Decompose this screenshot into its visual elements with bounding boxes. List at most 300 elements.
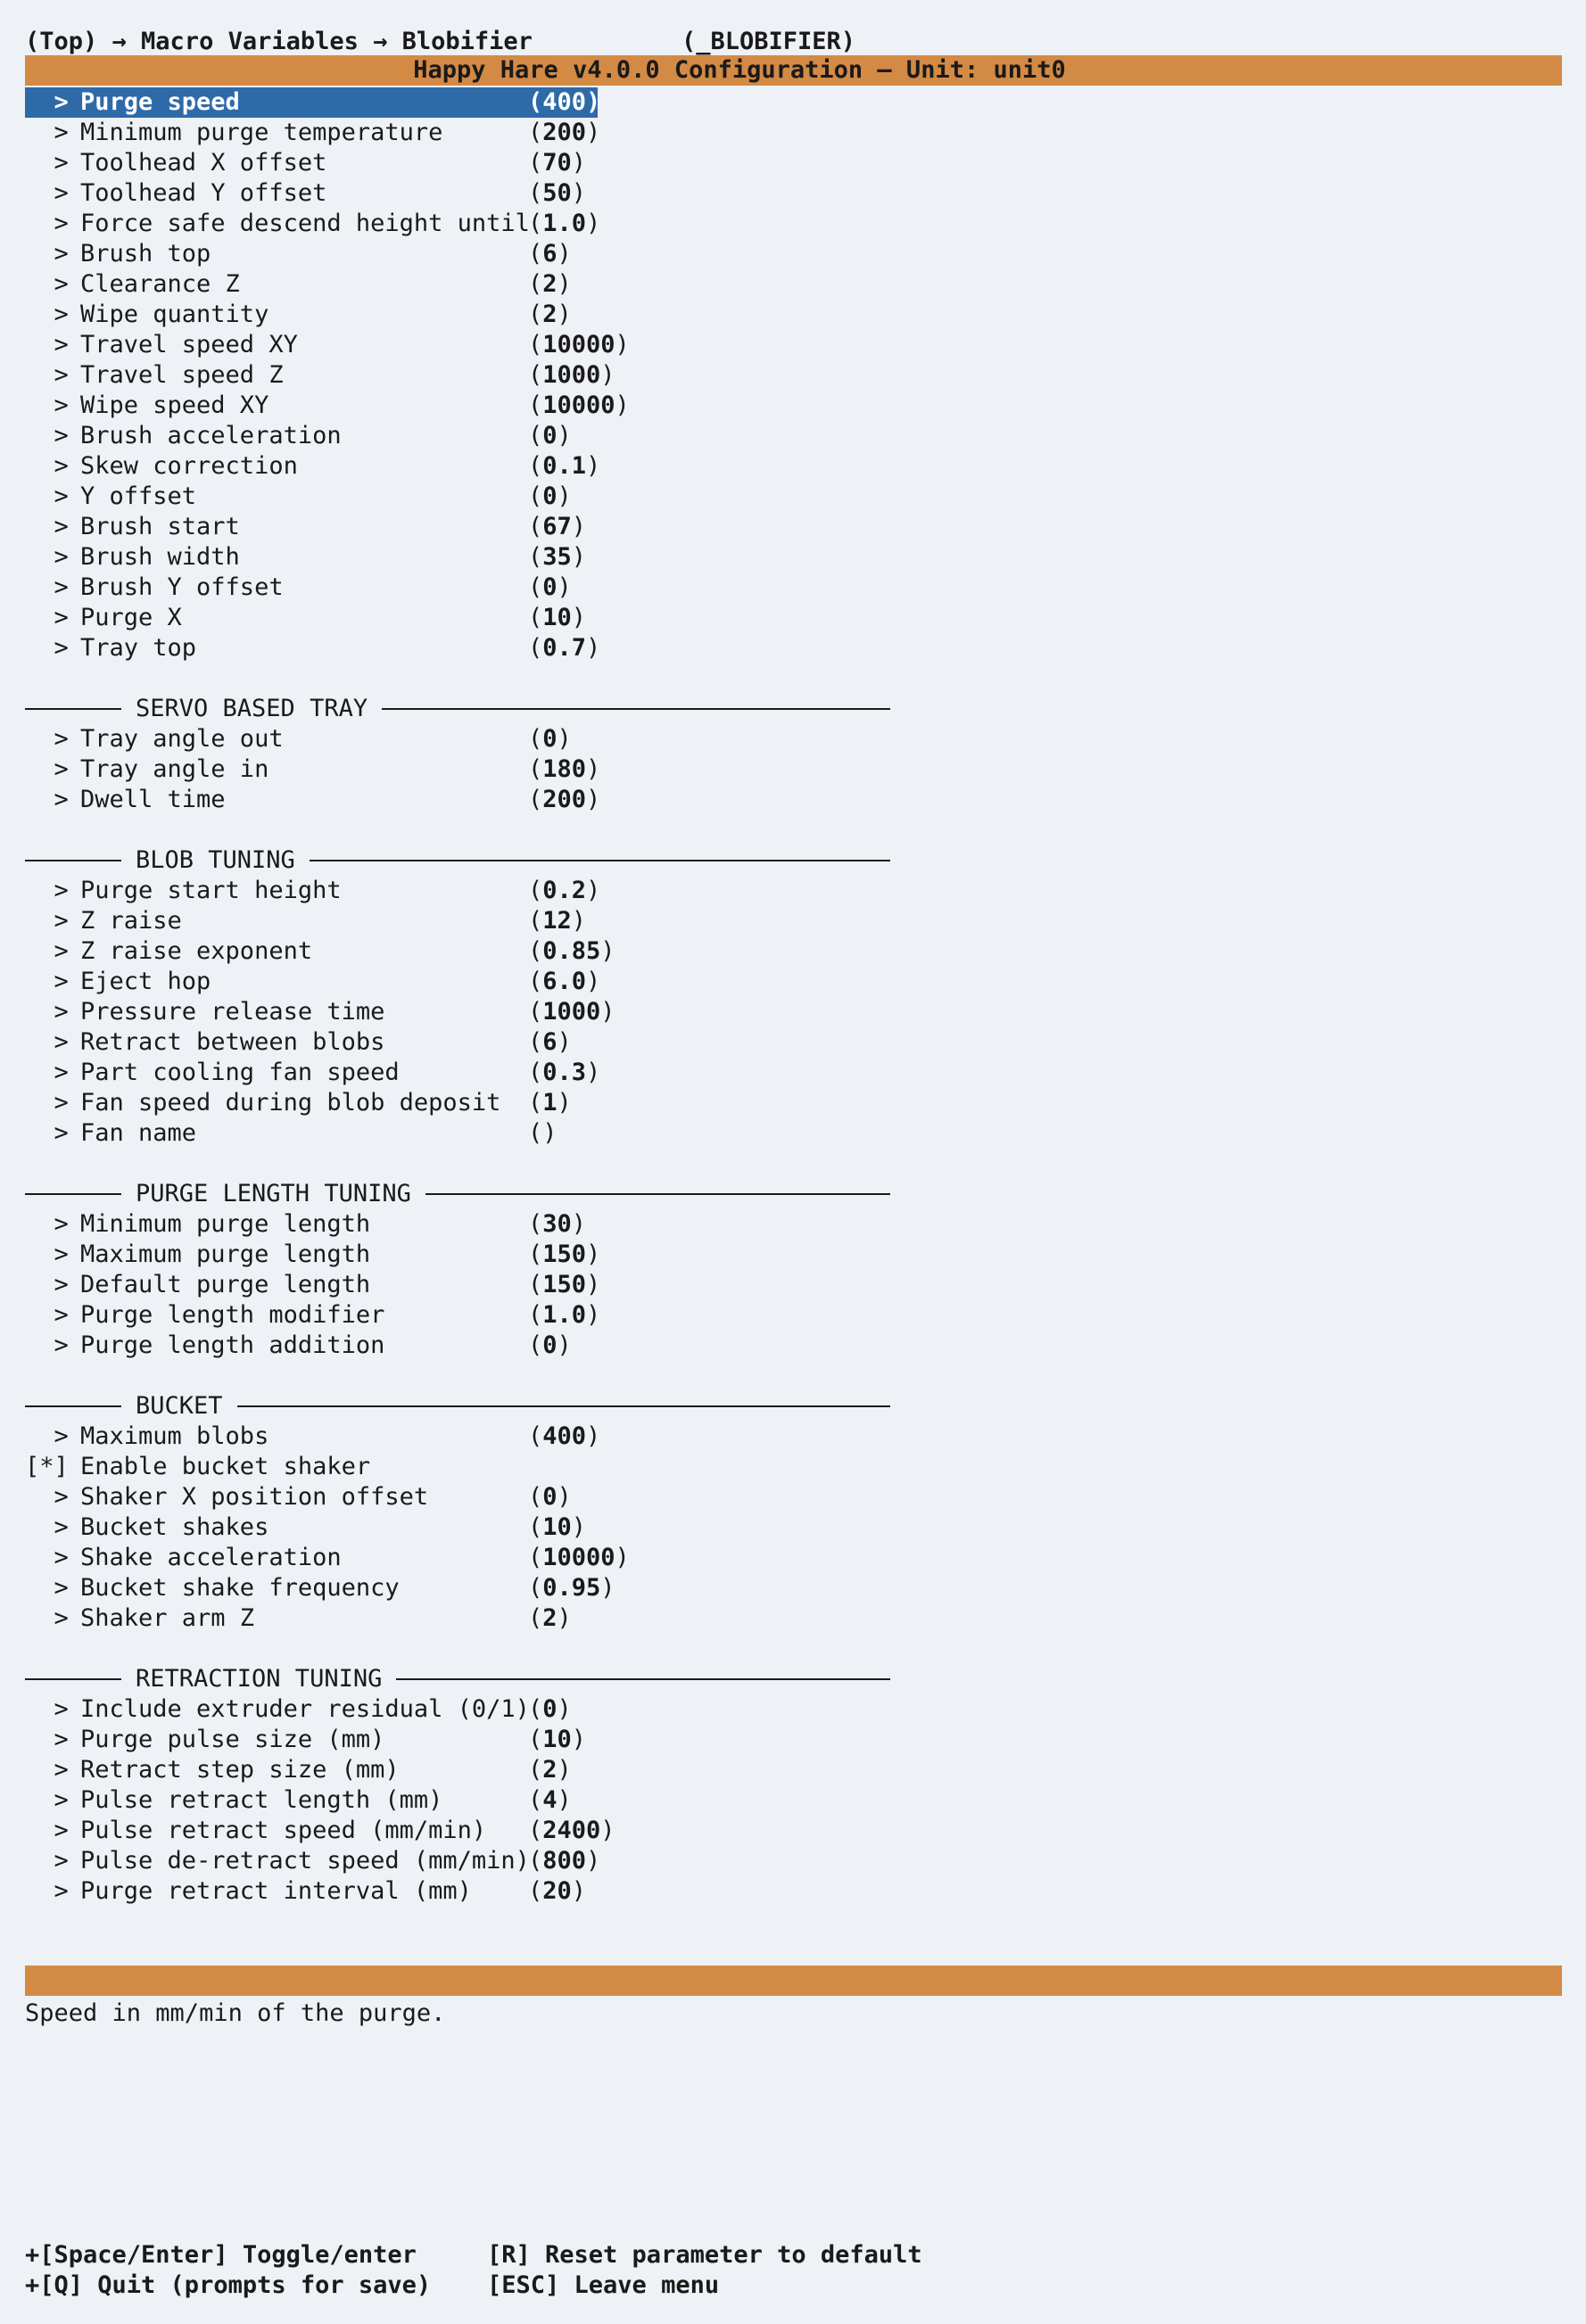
menu-item[interactable] bbox=[25, 300, 572, 330]
menu-item-value bbox=[528, 1209, 586, 1240]
value-text: 1000 bbox=[542, 998, 601, 1026]
paren-open: ( bbox=[528, 1847, 543, 1875]
paren-open: ( bbox=[528, 573, 543, 601]
paren-close: ) bbox=[557, 270, 572, 298]
menu-item-value bbox=[528, 936, 615, 967]
menu-item[interactable] bbox=[25, 391, 630, 421]
divider bbox=[25, 1193, 121, 1195]
paren-close: ) bbox=[586, 1301, 601, 1329]
paren-open: ( bbox=[528, 907, 543, 935]
menu-item[interactable] bbox=[25, 906, 587, 936]
paren-close: ) bbox=[571, 1726, 587, 1753]
chevron-right-icon: > bbox=[25, 937, 84, 965]
paren-close: ) bbox=[600, 937, 615, 965]
help-text: Speed in mm/min of the purge. bbox=[25, 1999, 446, 2027]
menu-item-label: Include extruder residual (0/1) bbox=[80, 1695, 530, 1723]
paren-close: ) bbox=[615, 391, 630, 419]
menu-item[interactable] bbox=[25, 1300, 601, 1331]
menu-item-value bbox=[528, 1088, 572, 1118]
menu-item-label: Purge X bbox=[80, 604, 182, 631]
value-text: 67 bbox=[542, 513, 572, 540]
value-text: 35 bbox=[542, 543, 572, 571]
paren-close: ) bbox=[571, 543, 587, 571]
menu-item-label: Force safe descend height until bbox=[80, 210, 530, 237]
divider bbox=[25, 1405, 121, 1407]
chevron-right-icon: > bbox=[25, 331, 84, 358]
chevron-right-icon: > bbox=[25, 1695, 84, 1723]
paren-open: ( bbox=[528, 937, 543, 965]
value-text: 2 bbox=[542, 270, 558, 298]
menu-item[interactable] bbox=[25, 1512, 587, 1543]
menu-item-label: Brush start bbox=[80, 513, 240, 540]
menu-item-value bbox=[528, 1027, 572, 1058]
section-header bbox=[25, 1664, 890, 1694]
value-text: 0 bbox=[542, 482, 558, 510]
menu-item-value bbox=[528, 906, 586, 936]
paren-open: ( bbox=[528, 877, 543, 904]
chevron-right-icon: > bbox=[25, 1513, 84, 1541]
paren-close: ) bbox=[557, 725, 572, 753]
paren-open: ( bbox=[528, 968, 543, 995]
menu-item-label: Shake acceleration bbox=[80, 1544, 342, 1571]
menu-item-value bbox=[528, 967, 600, 997]
paren-close: ) bbox=[600, 1574, 615, 1602]
chevron-right-icon: > bbox=[25, 755, 84, 783]
paren-open: ( bbox=[528, 1210, 543, 1238]
status-bar bbox=[25, 1966, 1562, 1996]
menu-item-label: Dwell time bbox=[80, 786, 226, 813]
chevron-right-icon: > bbox=[25, 1331, 84, 1359]
chevron-right-icon: > bbox=[25, 391, 84, 419]
menu-item-value bbox=[528, 451, 600, 482]
paren-open: ( bbox=[528, 88, 543, 116]
value-text: 180 bbox=[542, 755, 587, 783]
divider bbox=[310, 860, 890, 861]
menu-item-label: Wipe quantity bbox=[80, 301, 269, 328]
paren-close: ) bbox=[571, 179, 587, 207]
menu-item[interactable] bbox=[25, 633, 601, 663]
chevron-right-icon: > bbox=[25, 543, 84, 571]
menu-item-value bbox=[528, 1755, 572, 1785]
menu-item[interactable] bbox=[25, 1846, 601, 1876]
paren-open: ( bbox=[528, 1240, 543, 1268]
chevron-right-icon: > bbox=[25, 301, 84, 328]
menu-item[interactable] bbox=[25, 1118, 558, 1149]
paren-open: ( bbox=[528, 1422, 543, 1450]
paren-close: ) bbox=[571, 1877, 587, 1905]
chevron-right-icon: > bbox=[25, 1210, 84, 1238]
menu-item-label: Default purge length bbox=[80, 1271, 371, 1298]
hint-toggle: +[Space/Enter] Toggle/enter bbox=[25, 2241, 417, 2269]
value-text: 0.7 bbox=[542, 634, 587, 662]
menu-item[interactable] bbox=[25, 118, 601, 148]
value-text: 0 bbox=[542, 573, 558, 601]
divider bbox=[425, 1193, 890, 1195]
paren-open: ( bbox=[528, 1786, 543, 1814]
paren-open: ( bbox=[528, 119, 543, 146]
menu-item-value bbox=[528, 1240, 600, 1270]
chevron-right-icon: > bbox=[25, 179, 84, 207]
paren-close: ) bbox=[557, 573, 572, 601]
paren-close: ) bbox=[557, 1695, 572, 1723]
value-text: 2 bbox=[542, 1756, 558, 1784]
paren-close: ) bbox=[571, 149, 587, 177]
value-text: 6.0 bbox=[542, 968, 587, 995]
menu-item-value bbox=[528, 360, 615, 391]
paren-open: ( bbox=[528, 1877, 543, 1905]
paren-open: ( bbox=[528, 422, 543, 449]
menu-item-value bbox=[528, 1876, 586, 1907]
paren-close: ) bbox=[586, 968, 601, 995]
menu-item-value bbox=[528, 1573, 615, 1603]
menu-item[interactable] bbox=[25, 1785, 572, 1816]
paren-close: ) bbox=[586, 877, 601, 904]
menu-item-value bbox=[528, 421, 572, 451]
chevron-right-icon: > bbox=[25, 422, 84, 449]
paren-open: ( bbox=[528, 543, 543, 571]
menu-item[interactable] bbox=[25, 573, 572, 603]
paren-open: ( bbox=[528, 331, 543, 358]
paren-close: ) bbox=[557, 301, 572, 328]
paren-close: ) bbox=[615, 331, 630, 358]
chevron-right-icon: > bbox=[25, 119, 84, 146]
menu-item-value bbox=[528, 391, 630, 421]
paren-open: ( bbox=[528, 240, 543, 268]
menu-item[interactable] bbox=[25, 542, 587, 573]
value-text: 0 bbox=[542, 1695, 558, 1723]
menu-item-label: Purge pulse size (mm) bbox=[80, 1726, 385, 1753]
menu-item-value bbox=[528, 573, 572, 603]
paren-open: ( bbox=[528, 755, 543, 783]
value-text: 12 bbox=[542, 907, 572, 935]
hint-quit: +[Q] Quit (prompts for save) bbox=[25, 2271, 432, 2299]
chevron-right-icon: > bbox=[25, 1240, 84, 1268]
menu-item-label: Z raise bbox=[80, 907, 182, 935]
value-text: 200 bbox=[542, 119, 587, 146]
section-label: PURGE LENGTH TUNING bbox=[136, 1180, 411, 1207]
menu-item[interactable] bbox=[25, 1603, 572, 1634]
paren-open: ( bbox=[528, 1089, 543, 1117]
chevron-right-icon: > bbox=[25, 1422, 84, 1450]
section-label: RETRACTION TUNING bbox=[136, 1665, 383, 1693]
menu-item[interactable] bbox=[25, 482, 572, 512]
menu-item-value bbox=[528, 754, 600, 785]
paren-close: ) bbox=[586, 1422, 601, 1450]
paren-close: ) bbox=[571, 1513, 587, 1541]
paren-open: ( bbox=[528, 391, 543, 419]
menu-item-label: Brush Y offset bbox=[80, 573, 284, 601]
paren-open: ( bbox=[528, 1817, 543, 1844]
chevron-right-icon: > bbox=[25, 1544, 84, 1571]
menu-item[interactable] bbox=[25, 1270, 601, 1300]
menu-item[interactable] bbox=[25, 360, 615, 391]
menu-item-value bbox=[528, 87, 600, 118]
paren-close: ) bbox=[586, 88, 601, 116]
menu-item-label: Minimum purge temperature bbox=[80, 119, 443, 146]
paren-open: ( bbox=[528, 1513, 543, 1541]
menu-item-value bbox=[528, 1422, 600, 1452]
menu-item[interactable] bbox=[25, 603, 587, 633]
paren-open: ( bbox=[528, 1119, 543, 1147]
menu-item[interactable] bbox=[25, 1543, 630, 1573]
menu-item-value bbox=[528, 330, 630, 360]
menu-item-value bbox=[528, 876, 600, 906]
menu-item[interactable] bbox=[25, 1573, 615, 1603]
menu-item-label: Pulse retract speed (mm/min) bbox=[80, 1817, 487, 1844]
section-header bbox=[25, 1391, 890, 1422]
chevron-right-icon: > bbox=[25, 1028, 84, 1056]
menu-toggle-item[interactable] bbox=[25, 1452, 370, 1482]
value-text: 10000 bbox=[542, 391, 615, 419]
section-label: BLOB TUNING bbox=[136, 846, 295, 874]
paren-open: ( bbox=[528, 210, 543, 237]
hint-reset: [R] Reset parameter to default bbox=[487, 2241, 922, 2269]
chevron-right-icon: > bbox=[25, 573, 84, 601]
chevron-right-icon: > bbox=[25, 1119, 84, 1147]
value-text: 0.3 bbox=[542, 1059, 587, 1086]
value-text: 50 bbox=[542, 179, 572, 207]
chevron-right-icon: > bbox=[25, 240, 84, 268]
paren-close: ) bbox=[557, 422, 572, 449]
chevron-right-icon: > bbox=[25, 998, 84, 1026]
paren-close: ) bbox=[586, 452, 601, 480]
menu-item-label: Retract between blobs bbox=[80, 1028, 385, 1056]
menu-item-value bbox=[528, 1543, 630, 1573]
menu-item[interactable] bbox=[25, 724, 572, 754]
menu-item-value bbox=[528, 269, 572, 300]
menu-item[interactable] bbox=[25, 967, 601, 997]
value-text: 10 bbox=[542, 1513, 572, 1541]
menu-item[interactable] bbox=[25, 1209, 587, 1240]
value-text: 6 bbox=[542, 1028, 558, 1056]
menu-item-value bbox=[528, 148, 586, 178]
paren-open: ( bbox=[528, 786, 543, 813]
menu-item[interactable] bbox=[25, 451, 601, 482]
paren-close: ) bbox=[557, 1483, 572, 1511]
menu-item[interactable] bbox=[25, 512, 587, 542]
paren-close: ) bbox=[586, 755, 601, 783]
paren-close: ) bbox=[586, 119, 601, 146]
value-text: 400 bbox=[542, 1422, 587, 1450]
menu-item[interactable] bbox=[25, 87, 601, 118]
chevron-right-icon: > bbox=[25, 1847, 84, 1875]
value-text: 400 bbox=[542, 88, 587, 116]
paren-open: ( bbox=[528, 1483, 543, 1511]
paren-close: ) bbox=[615, 1544, 630, 1571]
menu-item-value bbox=[528, 1603, 572, 1634]
menu-item-label: Shaker X position offset bbox=[80, 1483, 429, 1511]
paren-close: ) bbox=[557, 1756, 572, 1784]
menu-item-label: Purge retract interval (mm) bbox=[80, 1877, 472, 1905]
menu-item-value bbox=[528, 542, 586, 573]
chevron-right-icon: > bbox=[25, 452, 84, 480]
menu-item[interactable] bbox=[25, 1058, 601, 1088]
menu-item-label: Fan speed during blob deposit bbox=[80, 1089, 501, 1117]
menu-item[interactable] bbox=[25, 239, 572, 269]
paren-close: ) bbox=[571, 907, 587, 935]
chevron-right-icon: > bbox=[25, 877, 84, 904]
menu-item[interactable] bbox=[25, 330, 630, 360]
paren-close: ) bbox=[557, 1604, 572, 1632]
menu-item-label: Brush width bbox=[80, 543, 240, 571]
menu-item-value bbox=[528, 1331, 572, 1361]
value-text: 20 bbox=[542, 1877, 572, 1905]
chevron-right-icon: > bbox=[25, 725, 84, 753]
paren-close: ) bbox=[557, 1786, 572, 1814]
paren-open: ( bbox=[528, 1574, 543, 1602]
menu-item-label: Minimum purge length bbox=[80, 1210, 371, 1238]
menu-item-label: Toolhead Y offset bbox=[80, 179, 327, 207]
chevron-right-icon: > bbox=[25, 634, 84, 662]
menu-item[interactable] bbox=[25, 1816, 615, 1846]
chevron-right-icon: > bbox=[25, 1726, 84, 1753]
menu-item-value bbox=[528, 1058, 600, 1088]
paren-open: ( bbox=[528, 301, 543, 328]
paren-close: ) bbox=[600, 361, 615, 389]
paren-open: ( bbox=[528, 149, 543, 177]
chevron-right-icon: > bbox=[25, 1574, 84, 1602]
menu-item-value bbox=[528, 1816, 615, 1846]
menu-item-label: Purge speed bbox=[80, 88, 240, 116]
menu-item-label: Purge start height bbox=[80, 877, 342, 904]
menu-item[interactable] bbox=[25, 209, 601, 239]
menu-item-value bbox=[528, 603, 586, 633]
menu-item-label: Brush acceleration bbox=[80, 422, 342, 449]
value-text: 1000 bbox=[542, 361, 601, 389]
value-text: 10 bbox=[542, 1726, 572, 1753]
title-bar bbox=[25, 55, 1562, 86]
value-text: 200 bbox=[542, 786, 587, 813]
menu-item[interactable] bbox=[25, 1240, 601, 1270]
menu-item-value bbox=[528, 1482, 572, 1512]
value-text: 10000 bbox=[542, 331, 615, 358]
chevron-right-icon: > bbox=[25, 1059, 84, 1086]
paren-close: ) bbox=[557, 1028, 572, 1056]
menu-item[interactable] bbox=[25, 1725, 587, 1755]
menu-item-label: Maximum purge length bbox=[80, 1240, 371, 1268]
hint-leave: [ESC] Leave menu bbox=[487, 2271, 720, 2299]
value-text: 10000 bbox=[542, 1544, 615, 1571]
menu-item-label: Purge length modifier bbox=[80, 1301, 385, 1329]
paren-open: ( bbox=[528, 1695, 543, 1723]
paren-close: ) bbox=[586, 1240, 601, 1268]
paren-open: ( bbox=[528, 1271, 543, 1298]
menu-item[interactable] bbox=[25, 269, 572, 300]
menu-item[interactable] bbox=[25, 1331, 572, 1361]
chevron-right-icon: > bbox=[25, 1483, 84, 1511]
menu-item-label: Toolhead X offset bbox=[80, 149, 327, 177]
section-header bbox=[25, 1179, 890, 1209]
menu-item[interactable] bbox=[25, 1088, 572, 1118]
menu-item-label: Z raise exponent bbox=[80, 937, 313, 965]
divider bbox=[25, 860, 121, 861]
menu-item-label: Eject hop bbox=[80, 968, 211, 995]
menu-item-value bbox=[528, 785, 600, 815]
paren-close: ) bbox=[571, 1210, 587, 1238]
menu-item-value bbox=[528, 482, 572, 512]
chevron-right-icon: > bbox=[25, 1089, 84, 1117]
chevron-right-icon: > bbox=[25, 210, 84, 237]
menu-item-value bbox=[528, 1270, 600, 1300]
chevron-right-icon: > bbox=[25, 968, 84, 995]
section-label: SERVO BASED TRAY bbox=[136, 695, 368, 722]
paren-open: ( bbox=[528, 1544, 543, 1571]
value-text: 1.0 bbox=[542, 210, 587, 237]
menu-item[interactable] bbox=[25, 1755, 572, 1785]
value-text: 0 bbox=[542, 1331, 558, 1359]
paren-close: ) bbox=[600, 998, 615, 1026]
menu-item-value bbox=[528, 1512, 586, 1543]
menu-item-label: Maximum blobs bbox=[80, 1422, 269, 1450]
value-text: 6 bbox=[542, 240, 558, 268]
paren-open: ( bbox=[528, 452, 543, 480]
menu-item-label: Skew correction bbox=[80, 452, 298, 480]
chevron-right-icon: > bbox=[25, 513, 84, 540]
value-text: 0 bbox=[542, 422, 558, 449]
value-text: 0.1 bbox=[542, 452, 587, 480]
value-text: 150 bbox=[542, 1271, 587, 1298]
menu-item-label: Fan name bbox=[80, 1119, 197, 1147]
menu-item[interactable] bbox=[25, 1482, 572, 1512]
menu-item-label: Clearance Z bbox=[80, 270, 240, 298]
paren-open: ( bbox=[528, 361, 543, 389]
section-header bbox=[25, 694, 890, 724]
breadcrumb: (Top) → Macro Variables → Blobifier bbox=[25, 28, 533, 55]
menu-item[interactable] bbox=[25, 785, 601, 815]
menu-item[interactable] bbox=[25, 148, 587, 178]
menu-item[interactable] bbox=[25, 178, 587, 209]
menu-item[interactable] bbox=[25, 1422, 601, 1452]
paren-close: ) bbox=[586, 786, 601, 813]
menu-item-value bbox=[528, 512, 586, 542]
paren-close: ) bbox=[557, 240, 572, 268]
menu-item[interactable] bbox=[25, 754, 601, 785]
menu-item-label: Tray top bbox=[80, 634, 197, 662]
menu-item-label: Wipe speed XY bbox=[80, 391, 269, 419]
paren-open: ( bbox=[528, 270, 543, 298]
menu-item-value bbox=[528, 300, 572, 330]
paren-open: ( bbox=[528, 1028, 543, 1056]
menu-item-value bbox=[528, 1725, 586, 1755]
macro-name: (_BLOBIFIER) bbox=[681, 28, 856, 55]
menu-item[interactable] bbox=[25, 1694, 572, 1725]
menu-item[interactable] bbox=[25, 1027, 572, 1058]
menu-item[interactable] bbox=[25, 997, 615, 1027]
paren-open: ( bbox=[528, 1059, 543, 1086]
paren-close: ) bbox=[557, 1331, 572, 1359]
menu-item[interactable] bbox=[25, 421, 572, 451]
menu-item[interactable] bbox=[25, 936, 615, 967]
menu-item-label: Purge length addition bbox=[80, 1331, 385, 1359]
menu-item-value bbox=[528, 633, 600, 663]
menu-item[interactable] bbox=[25, 876, 601, 906]
paren-close: ) bbox=[542, 1119, 558, 1147]
menu-item[interactable] bbox=[25, 1876, 587, 1907]
paren-open: ( bbox=[528, 998, 543, 1026]
menu-item-value bbox=[528, 1785, 572, 1816]
value-text: 2400 bbox=[542, 1817, 601, 1844]
value-text: 30 bbox=[542, 1210, 572, 1238]
page-title: Happy Hare v4.0.0 Configuration — Unit: unit0 bbox=[413, 56, 1066, 84]
chevron-right-icon: > bbox=[25, 1817, 84, 1844]
menu-item-label: Tray angle in bbox=[80, 755, 269, 783]
divider bbox=[396, 1678, 890, 1680]
paren-close: ) bbox=[571, 513, 587, 540]
paren-close: ) bbox=[586, 210, 601, 237]
menu-item-label: Pulse de-retract speed (mm/min) bbox=[80, 1847, 530, 1875]
value-text: 150 bbox=[542, 1240, 587, 1268]
paren-close: ) bbox=[557, 1089, 572, 1117]
